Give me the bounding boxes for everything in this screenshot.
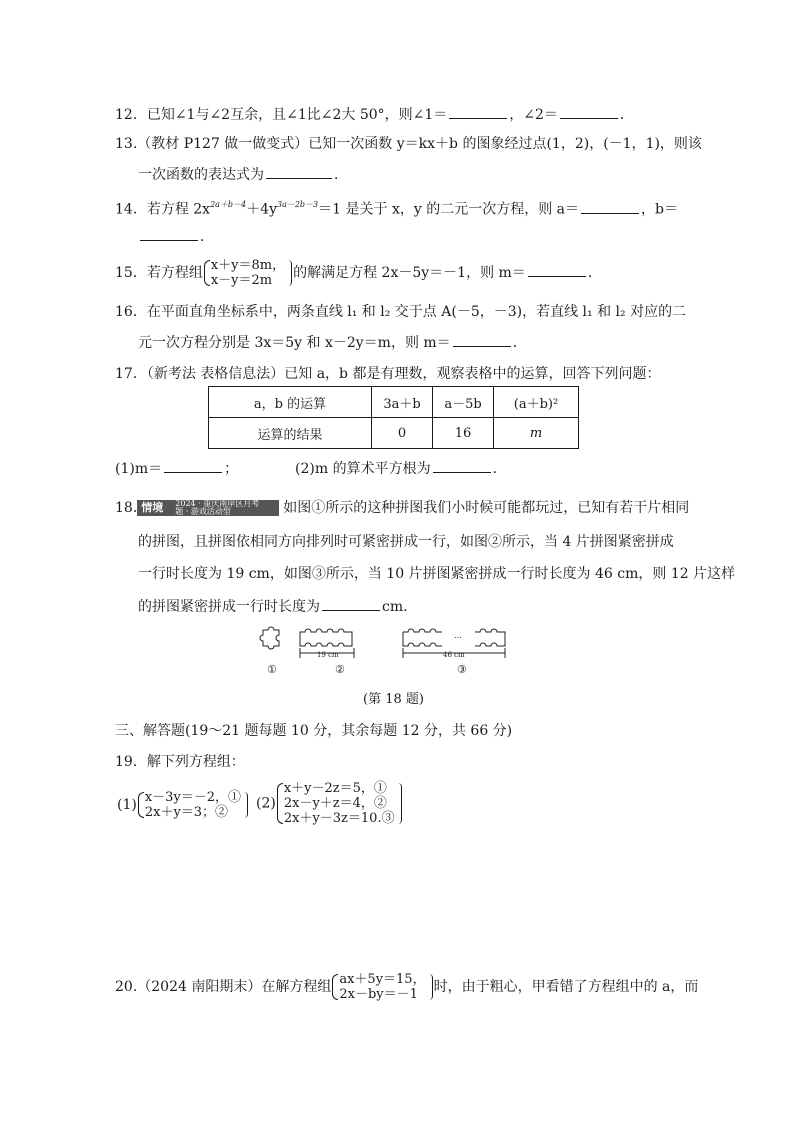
puzzle-row-icon xyxy=(300,629,352,646)
q15-pre: 15．若方程组 xyxy=(115,265,203,281)
q12-mid: ，∠2＝ xyxy=(509,107,558,123)
table-cell: a，b 的运算 xyxy=(209,387,372,418)
q16-text: 元一次方程分别是 3x＝5y 和 x－2y＝m，则 m＝ xyxy=(138,335,451,351)
question-13-line2 xyxy=(138,164,348,185)
equation-system xyxy=(137,790,249,820)
answer-blank xyxy=(266,164,332,179)
answer-blank xyxy=(433,458,491,473)
equation: 2x＋y－3z＝10.③ xyxy=(283,811,395,826)
figure-label: ① xyxy=(267,663,277,676)
table-cell: a－5b xyxy=(433,387,494,418)
answer-blank xyxy=(164,458,222,473)
q14-end: ． xyxy=(200,229,214,245)
q20-pre: 20.（2024 南阳期末）在解方程组 xyxy=(115,979,332,995)
context-badge xyxy=(137,500,279,516)
q18-text: 的拼图紧密拼成一行时长度为 xyxy=(138,599,320,615)
equation: x－y＝2m xyxy=(210,273,273,288)
section-heading: 三、解答题(19～21 题每题 10 分，其余每题 12 分，共 66 分) xyxy=(115,723,513,739)
table-cell: 3a＋b xyxy=(372,387,433,418)
q14-post: ＝1 是关于 x，y 的二元一次方程，则 a＝ xyxy=(318,201,580,218)
q13-text: 一次函数的表达式为 xyxy=(138,167,264,183)
answer-blank xyxy=(453,332,511,347)
equation-system xyxy=(276,781,403,826)
exponent: 3a－2b－3 xyxy=(276,200,319,209)
part-label: (1) xyxy=(117,797,137,813)
q17-sub1-end: ； xyxy=(224,461,239,477)
q14-pre: 14．若方程 2x xyxy=(115,201,211,218)
q18-text: 如图①所示的这种拼图我们小时候可能都玩过，已知有若干片相同 xyxy=(283,500,690,516)
question-14 xyxy=(115,196,678,220)
q15-end: ． xyxy=(587,265,602,281)
question-16-line1: 16．在平面直角坐标系中，两条直线 l₁ 和 l₂ 交于点 A(－5，－3)，若直线 l₁ 和 l₂ 对应的二 xyxy=(115,304,687,320)
table-cell: (a＋b)² xyxy=(494,387,579,418)
equation: 2x－by＝－1 xyxy=(339,987,418,1002)
question-19-part2 xyxy=(256,781,403,826)
answer-blank xyxy=(581,199,639,214)
question-13-line1: 13.（教材 P127 做一做变式）已知一次函数 y＝kx＋b 的图象经过点(1，2)，(－1，1)，则该 xyxy=(115,136,702,152)
badge-main: 情境 xyxy=(141,501,164,514)
q12-text: 12．已知∠1与∠2互余，且∠1比∠2大 50°，则∠1＝ xyxy=(115,107,448,123)
q14-mid2: ，b＝ xyxy=(641,201,678,218)
q15-post: 的解满足方程 2x－5y＝－1，则 m＝ xyxy=(293,265,526,281)
puzzle-figure xyxy=(255,620,530,680)
q16-end: ． xyxy=(512,335,527,351)
q13-end: ． xyxy=(334,167,348,183)
equation: ax＋5y＝15， xyxy=(339,972,426,987)
figure-caption: (第 18 题) xyxy=(363,692,424,707)
table-cell: m xyxy=(494,418,579,449)
question-17: 17．（新考法 表格信息法）已知 a，b 都是有理数，观察表格中的运算，回答下列问题： xyxy=(115,366,661,382)
length-label: 46 cm xyxy=(443,651,465,659)
answer-blank xyxy=(449,104,507,119)
question-12 xyxy=(115,104,634,125)
ellipsis: … xyxy=(454,631,462,640)
figure-label: ③ xyxy=(457,663,467,676)
table-row xyxy=(209,387,579,418)
exponent: 2a＋b－4 xyxy=(210,200,247,209)
q17-sub2-end: ． xyxy=(492,461,507,477)
equation: 2x－y＋z＝4，② xyxy=(283,796,387,811)
table-cell: 16 xyxy=(433,418,494,449)
question-18-line2: 的拼图，且拼图依相同方向排列时可紧密拼成一行，如图②所示，当 4 片拼图紧密拼成 xyxy=(138,534,674,550)
equation-system xyxy=(331,972,433,1002)
badge-line1: 2024 · 重庆南岸区月考 xyxy=(175,499,260,508)
figure-label: ② xyxy=(335,663,345,676)
answer-blank xyxy=(322,596,380,611)
equation: x－3y＝－2，① xyxy=(144,790,242,805)
answer-blank xyxy=(560,104,618,119)
q18-number: 18. xyxy=(115,500,138,516)
equation: x＋y＝8m， xyxy=(210,258,286,273)
q14-mid: ＋4y xyxy=(246,201,277,218)
equation: x＋y－2z＝5，① xyxy=(283,781,387,796)
question-18-line3: 一行时长度为 19 cm，如图③所示，当 10 片拼图紧密拼成一行时长度为 46 cm，则 12 片这样 xyxy=(138,566,736,582)
operation-table xyxy=(208,386,579,449)
table-cell: 0 xyxy=(372,418,433,449)
puzzle-piece-icon xyxy=(260,627,279,649)
question-14-line2 xyxy=(138,226,214,247)
question-17-sub xyxy=(115,458,507,479)
q20-post: 时，由于粗心，甲看错了方程组中的 a，而 xyxy=(433,979,699,995)
answer-blank xyxy=(528,262,586,277)
table-row xyxy=(209,418,579,449)
part-label: (2) xyxy=(256,795,276,812)
table-cell: 运算的结果 xyxy=(209,418,372,449)
q18-unit: cm． xyxy=(382,599,418,615)
question-16-line2 xyxy=(138,332,527,353)
equation: 2x＋y＝3；② xyxy=(144,805,229,820)
q17-sub2: (2)m 的算术平方根为 xyxy=(295,461,431,477)
question-18-line4 xyxy=(138,596,417,617)
length-label: 19 cm xyxy=(317,651,339,659)
equation-system xyxy=(203,258,293,288)
question-15 xyxy=(115,258,602,288)
question-19-part1 xyxy=(117,790,249,820)
question-19: 19．解下列方程组： xyxy=(115,754,245,770)
q17-sub1: (1)m＝ xyxy=(115,461,163,477)
question-18-line1 xyxy=(115,498,689,518)
badge-line2: 题 · 游戏活动型 xyxy=(175,507,231,516)
q12-end: ． xyxy=(619,107,634,123)
question-20 xyxy=(115,972,698,1002)
answer-blank xyxy=(140,226,198,241)
